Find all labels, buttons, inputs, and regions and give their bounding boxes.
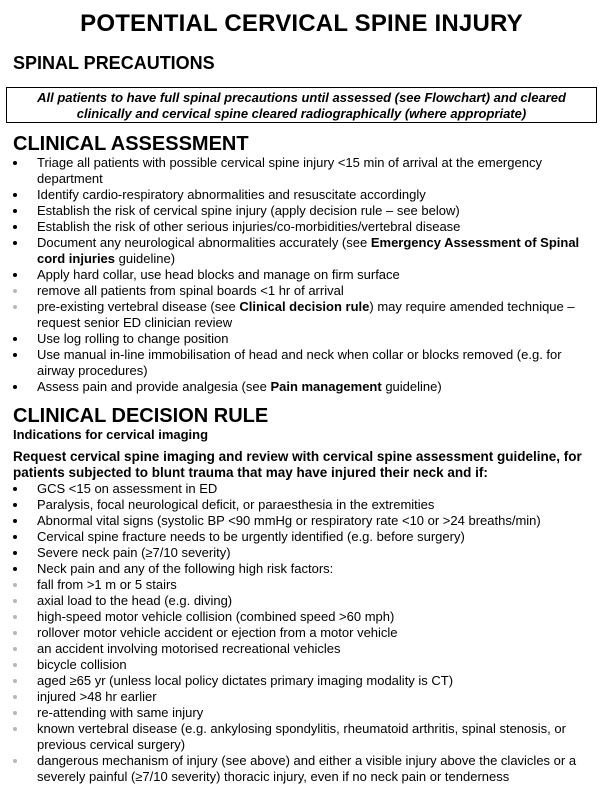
list-item [0, 481, 603, 497]
list-item-text: Assess pain and provide analgesia (see [37, 379, 271, 394]
list-item [0, 577, 603, 593]
list-item [0, 331, 603, 347]
list-item [0, 203, 603, 219]
bullet-icon [13, 583, 17, 587]
bullet-icon [13, 503, 17, 507]
list-item-text: Establish the risk of other serious injuries/co-morbidities/vertebral disease [37, 219, 461, 234]
list-item [0, 347, 603, 379]
bullet-icon [13, 487, 17, 491]
bullet-icon [13, 551, 17, 555]
list-item-text: Triage all patients with possible cervical spine injury <15 min of arrival at the emergency department [37, 155, 542, 186]
bullet-icon [13, 193, 17, 197]
bullet-icon [13, 519, 17, 523]
list-item-text: Identify cardio-respiratory abnormalities and resuscitate accordingly [37, 187, 426, 202]
bullet-icon [13, 385, 17, 389]
list-item [0, 641, 603, 657]
bullet-icon [13, 567, 17, 571]
list-item [0, 283, 603, 299]
document-title: POTENTIAL CERVICAL SPINE INJURY [80, 10, 523, 37]
list-item [0, 299, 603, 331]
list-item [0, 235, 603, 267]
bullet-icon [13, 305, 17, 309]
list-item [0, 219, 603, 235]
bullet-icon [13, 353, 17, 357]
list-item-text: pre-existing vertebral disease (see [37, 299, 240, 314]
spinal-precautions-heading: SPINAL PRECAUTIONS [13, 53, 215, 73]
list-item [0, 689, 603, 705]
bullet-icon [13, 663, 17, 667]
bullet-icon [13, 535, 17, 539]
list-item [0, 379, 603, 395]
list-item [0, 529, 603, 545]
list-item [0, 187, 603, 203]
list-item-text: Use manual in-line immobilisation of head and neck when collar or blocks removed (e.g. for airway procedures) [37, 347, 562, 378]
clinical-assessment-list [0, 155, 603, 395]
bullet-icon [13, 615, 17, 619]
spinal-precautions-note: All patients to have full spinal precautions until assessed (see Flowchart) and cleared clinically and cervical spine cleared radiographically (where appropriate) [6, 87, 597, 123]
clinical-decision-rule-heading: CLINICAL DECISION RULE [13, 405, 269, 427]
cervical-imaging-subheading: Indications for cervical imaging [13, 427, 209, 442]
bullet-icon [13, 289, 17, 293]
bullet-icon [13, 727, 17, 731]
list-item-text: Document any neurological abnormalities accurately (see [37, 235, 371, 250]
list-item-text: aged ≥65 yr (unless local policy dictates primary imaging modality is CT) [37, 673, 454, 688]
bullet-icon [13, 273, 17, 277]
list-item-text: dangerous mechanism of injury (see above) and either a visible injury above the clavicles or a severely painful (≥7/10 severity) thoracic injury, even if no neck pain or tenderness [37, 753, 577, 784]
bullet-icon [13, 161, 17, 165]
bullet-icon [13, 631, 17, 635]
bullet-icon [13, 711, 17, 715]
guideline-reference: Clinical decision rule [239, 299, 370, 314]
list-item [0, 609, 603, 625]
list-item [0, 155, 603, 187]
bullet-icon [13, 209, 17, 213]
list-item-text: ) may require amended technique – request senior ED clinician review [37, 299, 575, 330]
bullet-icon [13, 225, 17, 229]
bullet-icon [13, 759, 17, 763]
list-item-text: bicycle collision [37, 657, 127, 672]
list-item [0, 267, 603, 283]
list-item [0, 657, 603, 673]
clinical-decision-rule-list [0, 481, 603, 785]
list-item-text: Cervical spine fracture needs to be urgently identified (e.g. before surgery) [37, 529, 465, 544]
list-item [0, 545, 603, 561]
list-item-text: known vertebral disease (e.g. ankylosing spondylitis, rheumatoid arthritis, spinal stenosis, or previous cervical surgery) [37, 721, 566, 752]
bullet-icon [13, 679, 17, 683]
list-item-text: guideline) [115, 251, 176, 266]
list-item-text: Abnormal vital signs (systolic BP <90 mmHg or respiratory rate <10 or >24 breaths/min) [37, 513, 541, 528]
list-item-text: Neck pain and any of the following high risk factors: [37, 561, 334, 576]
list-item-text: remove all patients from spinal boards <1 hr of arrival [37, 283, 344, 298]
list-item-text: re-attending with same injury [37, 705, 204, 720]
list-item-text: Severe neck pain (≥7/10 severity) [37, 545, 231, 560]
list-item-text: an accident involving motorised recreational vehicles [37, 641, 341, 656]
bullet-icon [13, 241, 17, 245]
list-item [0, 705, 603, 721]
clinical-assessment-heading: CLINICAL ASSESSMENT [13, 133, 249, 155]
list-item [0, 673, 603, 689]
list-item-text: Use log rolling to change position [37, 331, 229, 346]
list-item-text: Establish the risk of cervical spine injury (apply decision rule – see below) [37, 203, 460, 218]
list-item-text: GCS <15 on assessment in ED [37, 481, 218, 496]
list-item-text: axial load to the head (e.g. diving) [37, 593, 233, 608]
guideline-reference: Pain management [270, 379, 382, 394]
list-item [0, 753, 603, 785]
bullet-icon [13, 337, 17, 341]
bullet-icon [13, 647, 17, 651]
list-item [0, 513, 603, 529]
list-item-text: Paralysis, focal neurological deficit, or paraesthesia in the extremities [37, 497, 435, 512]
list-item [0, 593, 603, 609]
list-item-text: rollover motor vehicle accident or ejection from a motor vehicle [37, 625, 398, 640]
list-item-text: injured >48 hr earlier [37, 689, 157, 704]
bullet-icon [13, 695, 17, 699]
list-item-text: guideline) [381, 379, 442, 394]
list-item-text: Apply hard collar, use head blocks and manage on firm surface [37, 267, 400, 282]
list-item-text: fall from >1 m or 5 stairs [37, 577, 177, 592]
list-item [0, 625, 603, 641]
list-item-text: high-speed motor vehicle collision (combined speed >60 mph) [37, 609, 395, 624]
list-item [0, 497, 603, 513]
guideline-reference: Emergency Assessment of Spinal cord injuries [37, 235, 580, 266]
list-item [0, 721, 603, 753]
imaging-request-lead: Request cervical spine imaging and review with cervical spine assessment guideline, for patients subjected to blunt trauma that may have injured their neck and if: [13, 449, 582, 480]
bullet-icon [13, 599, 17, 603]
list-item [0, 561, 603, 577]
